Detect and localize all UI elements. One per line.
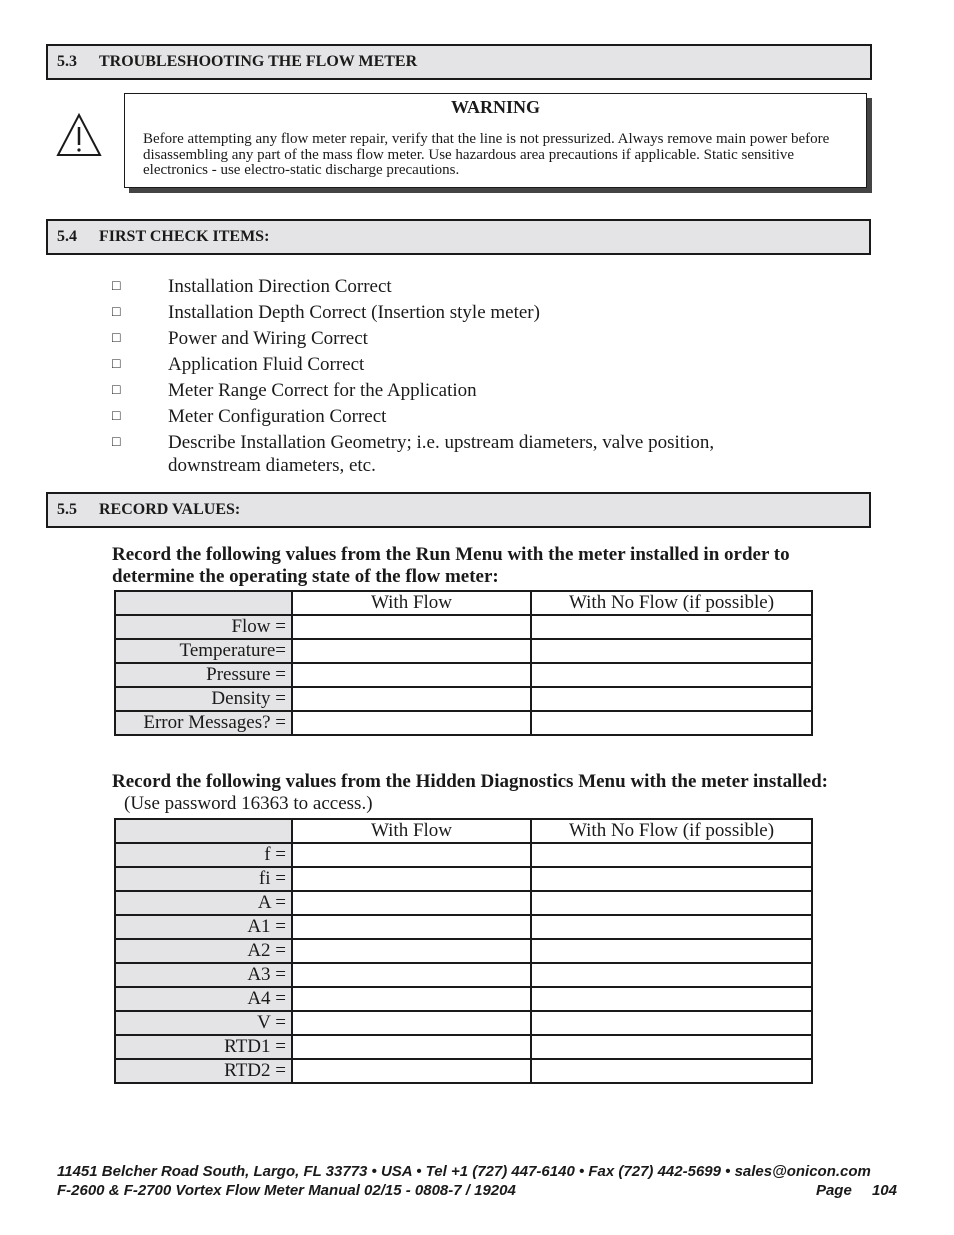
footer-manual: F-2600 & F-2700 Vortex Flow Meter Manual 02/15 - 0808-7 / 19204 xyxy=(57,1182,516,1199)
checkbox-icon[interactable]: □ xyxy=(112,409,121,424)
checkbox-icon[interactable]: □ xyxy=(112,305,121,320)
with-flow-cell[interactable] xyxy=(292,1011,531,1035)
with-flow-cell[interactable] xyxy=(292,1059,531,1083)
diag-menu-instruction-bold: Record the following values from the Hidden Diagnostics Menu with the meter installed: xyxy=(112,771,828,792)
with-flow-cell[interactable] xyxy=(292,939,531,963)
checkbox-icon[interactable]: □ xyxy=(112,279,121,294)
no-flow-cell[interactable] xyxy=(531,639,812,663)
with-flow-cell[interactable] xyxy=(292,915,531,939)
table-row xyxy=(115,615,812,639)
with-flow-cell[interactable] xyxy=(292,615,531,639)
row-label: Density = xyxy=(115,687,292,711)
check-item-label: Meter Configuration Correct xyxy=(168,406,387,427)
section-number: 5.4 xyxy=(57,228,77,245)
first-check-list xyxy=(112,275,832,480)
no-flow-cell[interactable] xyxy=(531,1011,812,1035)
check-item-label: Installation Direction Correct xyxy=(168,276,392,297)
header-cell xyxy=(115,819,292,843)
with-flow-cell[interactable] xyxy=(292,891,531,915)
warning-box xyxy=(124,93,867,188)
check-item xyxy=(112,405,832,428)
check-item xyxy=(112,301,832,324)
section-title: TROUBLESHOOTING THE FLOW METER xyxy=(99,53,418,70)
checkbox-icon[interactable]: □ xyxy=(112,331,121,346)
with-flow-cell[interactable] xyxy=(292,639,531,663)
check-item xyxy=(112,327,832,350)
page-label: Page xyxy=(815,1182,852,1199)
check-item-label: Power and Wiring Correct xyxy=(168,328,368,349)
check-item-label: Describe Installation Geometry; i.e. upstream diameters, valve position, downstream diameters, etc. xyxy=(168,432,715,476)
header-cell: With Flow xyxy=(292,591,531,615)
with-flow-cell[interactable] xyxy=(292,843,531,867)
table-row xyxy=(115,891,812,915)
table-row xyxy=(115,1035,812,1059)
row-label: RTD1 = xyxy=(115,1035,292,1059)
with-flow-cell[interactable] xyxy=(292,711,531,735)
section-header-5-5 xyxy=(46,492,871,528)
section-title: RECORD VALUES: xyxy=(99,501,241,518)
table-row xyxy=(115,843,812,867)
warning-triangle-icon xyxy=(56,113,102,157)
no-flow-cell[interactable] xyxy=(531,843,812,867)
section-header-5-4 xyxy=(46,219,871,255)
with-flow-cell[interactable] xyxy=(292,687,531,711)
row-label: A4 = xyxy=(115,987,292,1011)
table-row xyxy=(115,1059,812,1083)
table-row xyxy=(115,987,812,1011)
footer-row xyxy=(57,1182,897,1199)
table-row xyxy=(115,963,812,987)
row-label: fi = xyxy=(115,867,292,891)
no-flow-cell[interactable] xyxy=(531,987,812,1011)
table-row xyxy=(115,867,812,891)
check-item xyxy=(112,379,832,402)
warning-body: Before attempting any flow meter repair, verify that the line is not pressurized. Always remove main power before disassembling any part of the mass flow meter. Use hazardous area precautions if applicable. Static sensitive electronics - use electro-static discharge precautions. xyxy=(143,131,830,178)
no-flow-cell[interactable] xyxy=(531,1035,812,1059)
check-item xyxy=(112,431,832,477)
section-title: FIRST CHECK ITEMS: xyxy=(99,228,270,245)
section-header-5-3 xyxy=(46,44,872,80)
table-row xyxy=(115,1011,812,1035)
table-row xyxy=(115,915,812,939)
section-number: 5.5 xyxy=(57,501,77,518)
header-cell xyxy=(115,591,292,615)
with-flow-cell[interactable] xyxy=(292,1035,531,1059)
no-flow-cell[interactable] xyxy=(531,711,812,735)
with-flow-cell[interactable] xyxy=(292,867,531,891)
no-flow-cell[interactable] xyxy=(531,687,812,711)
row-label: A3 = xyxy=(115,963,292,987)
no-flow-cell[interactable] xyxy=(531,1059,812,1083)
checkbox-icon[interactable]: □ xyxy=(112,435,121,450)
section-number: 5.3 xyxy=(57,53,77,70)
no-flow-cell[interactable] xyxy=(531,891,812,915)
table-header-row xyxy=(115,591,812,615)
row-label: RTD2 = xyxy=(115,1059,292,1083)
table-row xyxy=(115,711,812,735)
diag-menu-table xyxy=(114,818,813,1084)
check-item-label: Meter Range Correct for the Application xyxy=(168,380,477,401)
run-menu-instruction xyxy=(112,544,872,588)
row-label: A2 = xyxy=(115,939,292,963)
row-label: Flow = xyxy=(115,615,292,639)
no-flow-cell[interactable] xyxy=(531,939,812,963)
run-menu-table xyxy=(114,590,813,736)
header-cell: With No Flow (if possible) xyxy=(531,819,812,843)
page-footer xyxy=(57,1163,897,1199)
table-row xyxy=(115,687,812,711)
table-row xyxy=(115,663,812,687)
row-label: A1 = xyxy=(115,915,292,939)
table-header-row xyxy=(115,819,812,843)
diag-menu-password-note: (Use password 16363 to access.) xyxy=(124,793,373,814)
table-row xyxy=(115,639,812,663)
check-item xyxy=(112,275,832,298)
with-flow-cell[interactable] xyxy=(292,987,531,1011)
header-cell: With Flow xyxy=(292,819,531,843)
footer-address: 11451 Belcher Road South, Largo, FL 33773 • USA • Tel +1 (727) 447-6140 • Fax (727) 442-5699 • sales@onicon.com xyxy=(57,1163,871,1180)
warning-title: WARNING xyxy=(450,97,540,117)
no-flow-cell[interactable] xyxy=(531,963,812,987)
no-flow-cell[interactable] xyxy=(531,663,812,687)
table-row xyxy=(115,939,812,963)
row-label: Error Messages? = xyxy=(115,711,292,735)
row-label: A = xyxy=(115,891,292,915)
run-menu-instruction-text: Record the following values from the Run Menu with the meter installed in order to determine the operating state of the flow meter: xyxy=(112,544,790,587)
row-label: f = xyxy=(115,843,292,867)
page-number: 104 xyxy=(871,1182,897,1199)
checkbox-icon[interactable]: □ xyxy=(112,383,121,398)
no-flow-cell[interactable] xyxy=(531,915,812,939)
no-flow-cell[interactable] xyxy=(531,867,812,891)
checkbox-icon[interactable]: □ xyxy=(112,357,121,372)
no-flow-cell[interactable] xyxy=(531,615,812,639)
diag-menu-instruction xyxy=(112,771,872,815)
with-flow-cell[interactable] xyxy=(292,663,531,687)
with-flow-cell[interactable] xyxy=(292,963,531,987)
check-item-label: Installation Depth Correct (Insertion style meter) xyxy=(168,302,540,323)
footer-page xyxy=(816,1182,897,1199)
row-label: Temperature= xyxy=(115,639,292,663)
header-cell: With No Flow (if possible) xyxy=(531,591,812,615)
row-label: V = xyxy=(115,1011,292,1035)
row-label: Pressure = xyxy=(115,663,292,687)
check-item xyxy=(112,353,832,376)
check-item-label: Application Fluid Correct xyxy=(168,354,365,375)
